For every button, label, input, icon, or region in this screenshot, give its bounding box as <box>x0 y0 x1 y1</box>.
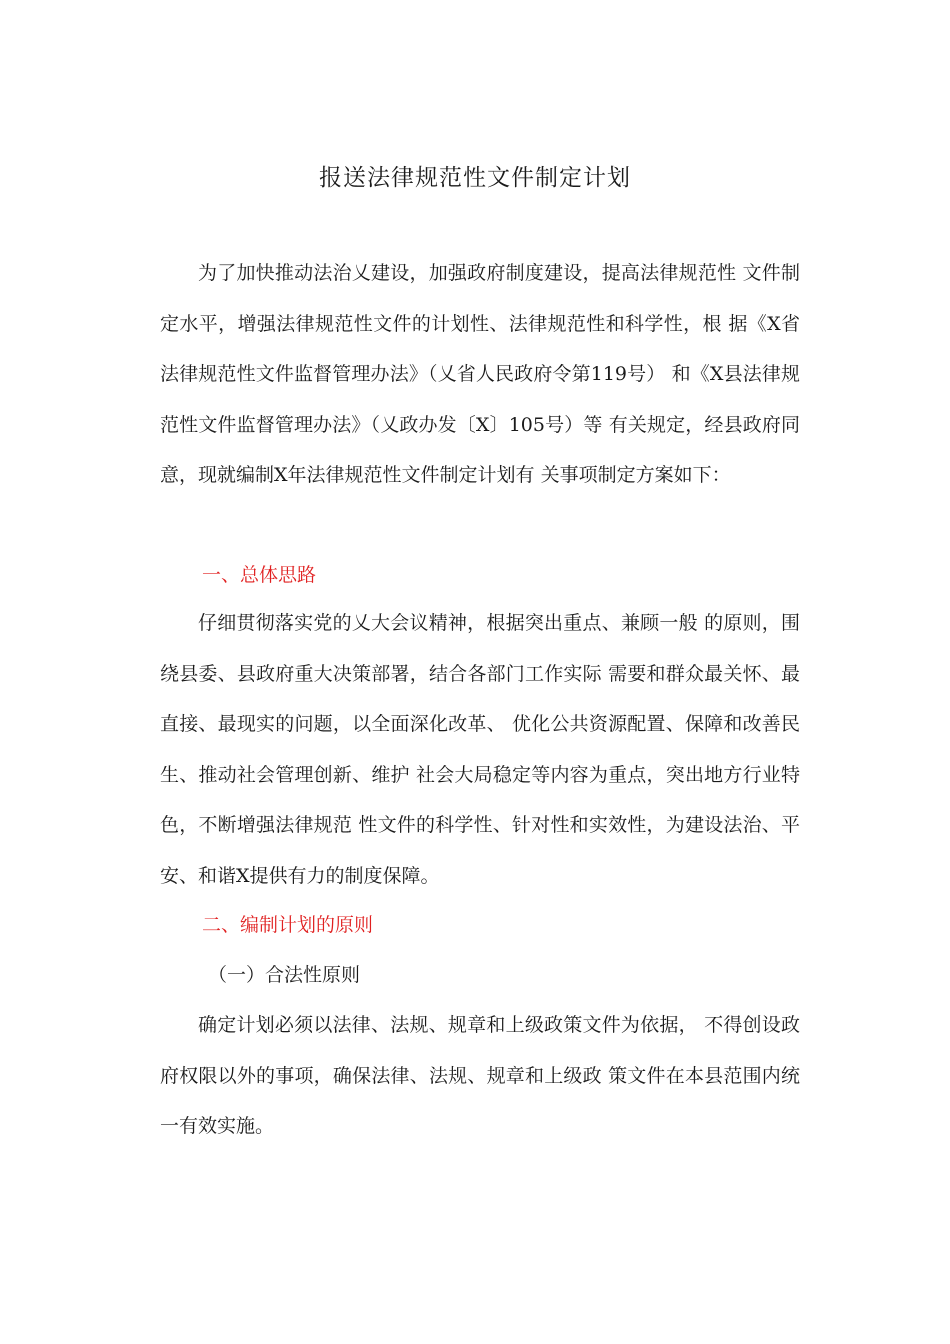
section-heading-principles: 二、编制计划的原则 <box>202 914 374 936</box>
document-title: 报送法律规范性文件制定计划 <box>319 165 631 191</box>
legality-principle-paragraph: 确定计划必须以法律、法规、规章和上级政策文件为依据， 不得创设政府权限以外的事项，确保法律、法规、规章和上级政 策文件在本县范围内统一有效实施。 <box>160 1014 800 1137</box>
overall-approach-paragraph: 仔细贯彻落实党的乂大会议精神，根据突出重点、兼顾一般 的原则，围绕县委、县政府重大决策部署，结合各部门工作实际 需要和群众最关怀、最直接、最现实的问题，以全面深化改革、 优化公共资源配置、保障和改善民生、推动社会管理创新、维护 社会大局稳定等内容为重点，突出地方行业特色，不断增强法律规范 性文件的科学性、针对性和实效性，为建设法治、平安、和谐X提供有力的制度保障。 <box>160 612 800 887</box>
subheading-legality-principle: （一）合法性原则 <box>208 964 361 986</box>
section-heading-overall-approach: 一、总体思路 <box>202 564 317 586</box>
intro-paragraph: 为了加快推动法治乂建设，加强政府制度建设，提高法律规范性 文件制定水平，增强法律规范性文件的计划性、法律规范性和科学性，根 据《X省法律规范性文件监督管理办法》（乂省人民政府令第119号） 和《X县法律规范性文件监督管理办法》（乂政办发〔X〕105号）等 有关规定，经县政府同意，现就编制X年法律规范性文件制定计划有 关事项制定方案如下： <box>160 262 800 486</box>
